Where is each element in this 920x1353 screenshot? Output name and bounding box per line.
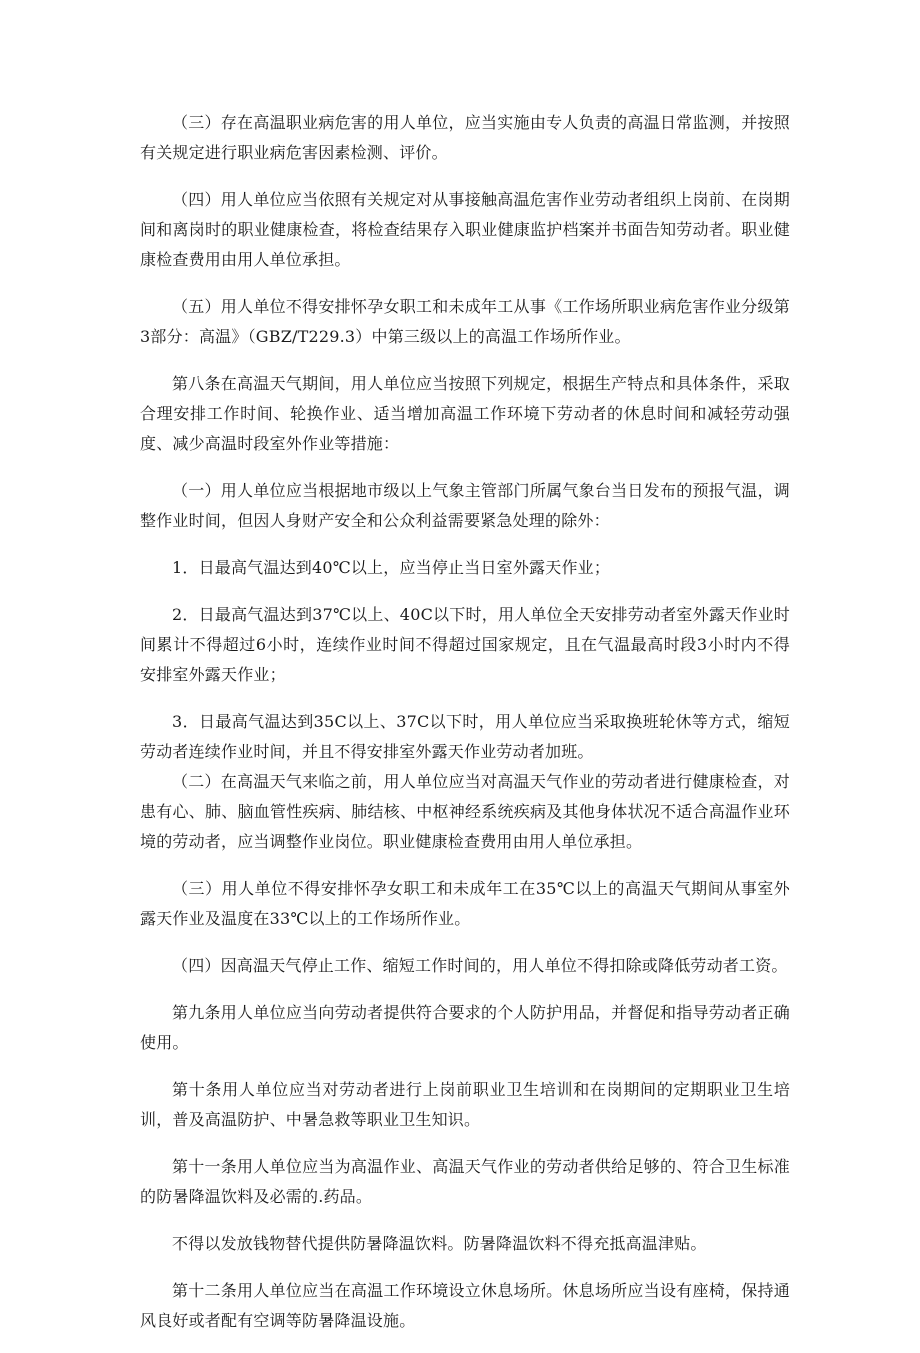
paragraph-article-12: 第十二条用人单位应当在高温工作环境设立休息场所。休息场所应当设有座椅，保持通风良好或者配有空调等防暑降温设施。 — [140, 1281, 790, 1330]
paragraph-clause-7-4: （四）用人单位应当依照有关规定对从事接触高温危害作业劳动者组织上岗前、在岗期间和离岗时的职业健康检查，将检查结果存入职业健康监护档案并书面告知劳动者。职业健康检查费用由用人单位承担。 — [140, 190, 790, 269]
document-body — [140, 108, 790, 1353]
paragraph-item-1: 1．日最高气温达到40℃以上，应当停止当日室外露天作业； — [172, 558, 611, 577]
paragraph-clause-8-4: （四）因高温天气停止工作、缩短工作时间的，用人单位不得扣除或降低劳动者工资。 — [172, 956, 788, 975]
paragraph-article-8: 第八条在高温天气期间，用人单位应当按照下列规定，根据生产特点和具体条件，采取合理安排工作时间、轮换作业、适当增加高温工作环境下劳动者的休息时间和减轻劳动强度、减少高温时段室外作业等措施： — [140, 374, 790, 453]
paragraph-item-2: 2．日最高气温达到37℃以上、40C以下时，用人单位全天安排劳动者室外露天作业时间累计不得超过6小时，连续作业时间不得超过国家规定，且在气温最高时段3小时内不得安排室外露天作业； — [140, 605, 790, 684]
paragraph-clause-7-5: （五）用人单位不得安排怀孕女职工和未成年工从事《工作场所职业病危害作业分级第3部分：高温》（GBZ/T229.3）中第三级以上的高温工作场所作业。 — [140, 297, 790, 346]
paragraph-clause-8-1: （一）用人单位应当根据地市级以上气象主管部门所属气象台当日发布的预报气温，调整作业时间，但因人身财产安全和公众利益需要紧急处理的除外： — [140, 481, 790, 530]
paragraph-item-3: 3．日最高气温达到35C以上、37C以下时，用人单位应当采取换班轮休等方式，缩短劳动者连续作业时间，并且不得安排室外露天作业劳动者加班。 — [140, 712, 790, 761]
paragraph-clause-7-3: （三）存在高温职业病危害的用人单位，应当实施由专人负责的高温日常监测，并按照有关规定进行职业病危害因素检测、评价。 — [140, 113, 790, 162]
paragraph-article-9: 第九条用人单位应当向劳动者提供符合要求的个人防护用品，并督促和指导劳动者正确使用。 — [140, 1003, 790, 1052]
paragraph-article-11: 第十一条用人单位应当为高温作业、高温天气作业的劳动者供给足够的、符合卫生标准的防暑降温饮料及必需的.药品。 — [140, 1157, 790, 1206]
paragraph-article-10: 第十条用人单位应当对劳动者进行上岗前职业卫生培训和在岗期间的定期职业卫生培训，普及高温防护、中暑急救等职业卫生知识。 — [140, 1080, 790, 1129]
paragraph-article-11-note: 不得以发放钱物替代提供防暑降温饮料。防暑降温饮料不得充抵高温津贴。 — [172, 1234, 707, 1253]
paragraph-clause-8-2: （二）在高温天气来临之前，用人单位应当对高温天气作业的劳动者进行健康检查，对患有心、肺、脑血管性疾病、肺结核、中枢神经系统疾病及其他身体状况不适合高温作业环境的劳动者，应当调整作业岗位。职业健康检查费用由用人单位承担。 — [140, 772, 790, 851]
paragraph-clause-8-3: （三）用人单位不得安排怀孕女职工和未成年工在35℃以上的高温天气期间从事室外露天作业及温度在33℃以上的工作场所作业。 — [140, 879, 790, 928]
